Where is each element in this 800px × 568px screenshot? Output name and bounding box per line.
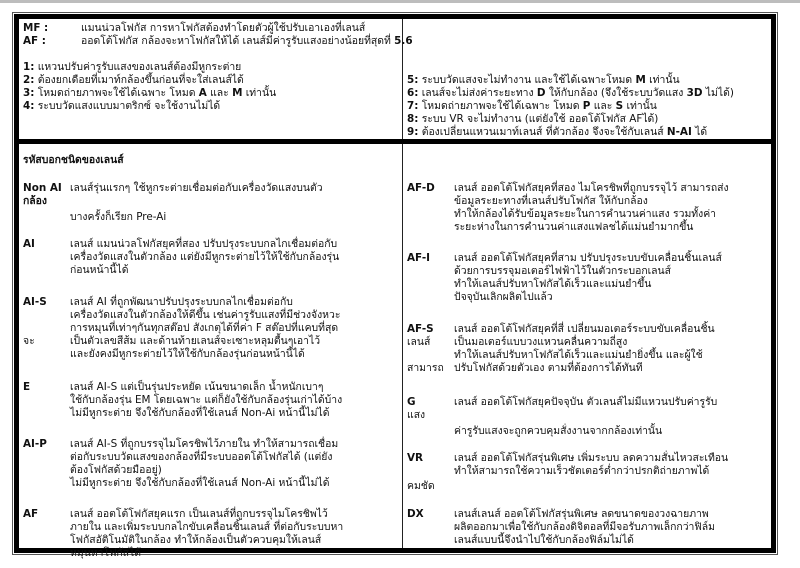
lens-desc-line: ผลิตออกมาเพื่อใช้กับกล้องดิจิตอลที่มีจอรับภาพเล็กกว่าฟิล์ม <box>454 521 715 533</box>
definition-af <box>23 35 413 48</box>
lens-desc-line: เลนส์ ออตโต้โฟกัสรุ่นพิเศษ เพิ่มระบบ ลดความสั่นไหวสะเทือน <box>454 452 729 464</box>
lens-desc-wrap: คมชัด <box>407 480 435 492</box>
definitions-block <box>23 22 413 48</box>
lens-desc-line: การหมุนที่เท่าๆกันทุกสต๊อป สังเกตุได้ที่ค่า F สต๊อปที่แคบที่สุด <box>70 322 339 334</box>
top-divider <box>0 0 800 3</box>
note-text: เท่านั้น <box>242 87 277 99</box>
lens-code: AF-D <box>407 182 435 194</box>
lens-desc-line: เลนส์ AI-S ที่ถูกบรรจุไมโครชิพไว้ภายใน ทำให้สามารถเชื่อม <box>70 438 339 450</box>
note-text: ระบบวัดแสงจะไม่ทำงาน และใช้ได้เฉพาะโหมด <box>418 74 636 86</box>
lens-desc-line: ไม่มีหูกระต่าย จึงใช้กับกล้องที่ใช้เลนส์ Non-Ai หน้านี้ไม่ได้ <box>70 477 330 489</box>
note-number: 6: <box>407 87 419 99</box>
lens-desc-line: หมุนหาโฟกัสได้ <box>70 547 142 559</box>
note-text: และ <box>590 100 616 112</box>
mode-a: A <box>198 87 207 99</box>
mode-s: S <box>615 100 624 112</box>
note-text: ระบบวัดแสงแบบมาตริกซ์ จะใช้งานไม่ได้ <box>34 100 221 112</box>
note-1 <box>23 61 276 74</box>
notes-right <box>407 74 734 139</box>
definition-mf <box>23 22 413 35</box>
lens-code: AI <box>23 238 35 250</box>
note-text: ต้องยกเดือยที่เมาท์กล้องขึ้นก่อนที่จะใส่เลนส์ได้ <box>34 74 244 86</box>
lens-types-right <box>403 144 776 553</box>
mode-m: M <box>232 87 243 99</box>
definition-text: ออดโต้โฟกัส กล้องจะหาโฟกัสให้ได้ เลนส์มีค่ารูรับแสงอย่างน้อยที่สุดที่ <box>81 35 395 47</box>
lens-desc-line: บางครั้งก็เรียก Pre-Ai <box>70 211 167 223</box>
definition-value: แมนน่วลโฟกัส การหาโฟกัสต้องทำโดยตัวผู้ใช้ปรับเอาเองที่เลนส์ <box>81 22 366 34</box>
note-text: ไม่ได้) <box>702 87 734 99</box>
lens-desc-wrap: แสง <box>407 409 426 421</box>
lens-desc-line: เป็นตัวเลขสีส้ม และด้านท้ายเลนส์จะเซาะหลุมตื้นๆเอาไว้ <box>70 335 321 347</box>
note-3 <box>23 87 276 100</box>
note-text: ได้ <box>691 126 708 138</box>
note-text: โหมดถ่ายภาพจะใช้ได้เฉพาะ โหมด <box>34 87 199 99</box>
lens-desc-line: ทำให้กล้องได้รับข้อมูลระยะในการคำนวนค่าแสง รวมทั้งค่า <box>454 208 717 220</box>
lens-desc-wrap: กล้อง <box>23 195 47 207</box>
lens-desc-line: เลนส์รุ่นแรกๆ ใช้หูกระต่ายเชื่อมต่อกับเครื่องวัดแสงบนตัว <box>70 182 323 194</box>
note-number: 9: <box>407 126 419 138</box>
note-text: เท่านั้น <box>623 100 657 112</box>
lens-desc-line: เลนส์ ออตโต้โฟกัสยุคที่สาม ปรับปรุงระบบขับเคลื่อนชิ้นเลนส์ <box>454 252 722 264</box>
lens-desc-line: เครื่องวัดแสงในตัวกล้อง แต่ยังมีหูกระต่ายไว้ให้ใช้กับกล้องรุ่น <box>70 251 340 263</box>
lens-code: DX <box>407 508 424 520</box>
note-number: 3: <box>23 87 35 99</box>
note-number: 8: <box>407 113 419 125</box>
lens-desc-line: ค่ารูรับแสงจะถูกควบคุมสั่งงานจากกล้องเท่านั้น <box>454 425 663 437</box>
note-2 <box>23 74 276 87</box>
lens-desc-line: ทำให้เลนส์ปรับหาโฟกัสได้เร็วและแม่นยำขึ้น <box>454 278 652 290</box>
lens-desc-wrap: สามารถ <box>407 362 444 374</box>
note-number: 5: <box>407 74 419 86</box>
lens-desc-line: ทำให้สามารถใช้ความเร็วชัตเตอร์ต่ำกว่าปรกติถ่ายภาพได้ <box>454 465 710 477</box>
note-number: 7: <box>407 100 419 112</box>
definition-key: AF : <box>23 35 46 47</box>
lens-desc-line: โฟกัสอัติโนมัติในกล้อง ทำให้กล้องเป็นตัวควบคุมให้เลนส์ <box>70 534 322 546</box>
lens-code: AF <box>23 508 39 520</box>
note-number: 2: <box>23 74 35 86</box>
note-9 <box>407 126 734 139</box>
lens-desc-line: เลนส์ ออตโต้โฟกัสยุคแรก เป็นเลนส์ที่ถูกบรรจุไมโครชิพไว้ <box>70 508 328 520</box>
note-8 <box>407 113 734 126</box>
mode-p: P <box>582 100 591 112</box>
lens-desc-line: ก่อนหน้านี้ได้ <box>70 264 129 276</box>
lens-desc-line: ภายใน และเพิ่มระบบกลไกขับเคลื่อนชิ้นเลนส์ ที่ต่อกับระบบหา <box>70 521 344 533</box>
note-number: 4: <box>23 100 35 112</box>
note-text: ต้องเปลี่ยนแหวนเมาท์เลนส์ ที่ตัวกล้อง จึงจะใช้กับเลนส์ <box>418 126 667 138</box>
lens-code: AF-S <box>407 323 434 335</box>
note-5 <box>407 74 734 87</box>
lens-desc-line: ข้อมูลระยะทางที่เลนส์ปรับโฟกัส ให้กับกล้อง <box>454 195 648 207</box>
mode-m: M <box>635 74 646 86</box>
lens-desc-line: ด้วยการบรรจุมอเตอร์ไฟฟ้าไว้ในตัวกระบอกเลนส์ <box>454 265 671 277</box>
lens-code: AI-P <box>23 438 47 450</box>
lens-desc-line: ไม่มีหูกระต่าย จึงใช้กับกล้องที่ใช้เลนส์ Non-Ai หน้านี้ไม่ได้ <box>70 407 330 419</box>
note-6 <box>407 87 734 100</box>
note-text: เท่านั้น <box>645 74 680 86</box>
lens-desc-line: ปรับโฟกัสด้วยตัวเอง ตามที่ต้องการได้ทันที <box>454 362 643 374</box>
lens-desc-line: ระยะห่างในการคำนวนค่าแสงแฟลชได้แม่นยำมากขึ้น <box>454 221 694 233</box>
lens-desc-line: ต้องโฟกัสด้วยมืออยู่) <box>70 464 162 476</box>
lens-desc-line: เลนส์ ออตโต้โฟกัสยุคที่สี่ เปลี่ยนมอเตอร์ระบบขับเคลื่อนชิ้น <box>454 323 715 335</box>
note-text: แหวนปรับค่ารูรับแสงของเลนส์ต้องมีหูกระต่าย <box>34 61 242 73</box>
note-number: 1: <box>23 61 35 73</box>
lens-code: E <box>23 381 31 393</box>
lens-desc-line: ทำให้เลนส์ปรับหาโฟกัสได้เร็วและแม่นยำยิ่งขึ้น และผู้ใช้ <box>454 349 703 361</box>
lens-desc-line: ใช้กับกล้องรุ่น EM โดยเฉพาะ แต่ก็ยังใช้กับกล้องรุ่นเก่าได้บ้าง <box>70 394 343 406</box>
lens-code-table <box>14 14 776 559</box>
lens-desc-line: ต่อกับระบบวัดแสงของกล้องที่มีระบบออตโต้โฟกัสได้ (แต่ยัง <box>70 451 333 463</box>
lens-desc-wrap: เลนส์ <box>407 336 431 348</box>
note-text: ให้กับกล้อง (จึงใช้ระบบวัดแสง <box>545 87 687 99</box>
lens-desc-line: เลนส์เลนส์ ออตโต้โฟกัสรุ่นพิเศษ ลดขนาดของวงฉายภาพ <box>454 508 709 520</box>
notes-left <box>23 61 276 113</box>
note-text: เลนส์จะไม่ส่งค่าระยะทาง <box>418 87 537 99</box>
note-7 <box>407 100 734 113</box>
distance-d: D <box>536 87 546 99</box>
lens-desc-line: เลนส์ ออตโต้โฟกัสยุคที่สอง ไมโครชิพที่ถูกบรรจุไว้ สามารถส่ง <box>454 182 729 194</box>
lens-desc-line: ปัจจุบันเลิกผลิตไปแล้ว <box>454 291 553 303</box>
note-4 <box>23 100 276 113</box>
lens-section-title: รหัสบอกชนิดของเลนส์ <box>23 154 124 166</box>
aperture-value: 5.6 <box>394 35 413 47</box>
lens-code: Non AI <box>23 182 62 194</box>
lens-code: AF-I <box>407 252 430 264</box>
lens-desc-line: เป็นมอเตอร์แบบวงแหวนคลื่นความถี่สูง <box>454 336 628 348</box>
lens-code: G <box>407 396 416 408</box>
lens-desc-line: และยังคงมีหูกระต่ายไว้ให้ใช้กับกล้องรุ่นก่อนหน้านี้ได้ <box>70 348 305 360</box>
lens-desc-line: เครื่องวัดแสงในตัวกล้องให้ดีขึ้น เช่นค่ารูรับแสงที่มีช่วงจังหวะ <box>70 309 341 321</box>
definition-value <box>81 35 413 48</box>
lens-desc-line: เลนส์ AI ที่ถูกพัฒนาปรับปรุงระบบกลไกเชื่อมต่อกับ <box>70 296 293 308</box>
lens-desc-line: เลนส์ แมนน่วลโฟกัสยุคที่สอง ปรับปรุงระบบกลไกเชื่อมต่อกับ <box>70 238 338 250</box>
mount-n-ai: N-AI <box>666 126 692 138</box>
lens-types-left <box>19 144 402 559</box>
lens-desc-line: เลนส์ ออตโต้โฟกัสยุคปัจจุบัน ตัวเลนส์ไม่มีแหวนปรับค่ารูรับ <box>454 396 718 408</box>
lens-desc-line: เลนส์ AI-S แต่เป็นรุ่นประหยัด เน้นขนาดเล็ก น้ำหนักเบาๆ <box>70 381 324 393</box>
lens-code: VR <box>407 452 424 464</box>
lens-desc-wrap: จะ <box>23 335 35 347</box>
note-text: ระบบ VR จะไม่ทำงาน (แต่ยังใช้ ออตโต้โฟกัส AFได้) <box>418 113 659 125</box>
metering-3d: 3D <box>686 87 703 99</box>
lens-code: AI-S <box>23 296 47 308</box>
lens-desc-line: เลนส์แบบนี้จึงนำไปใช้กับกล้องฟิล์มไม่ได้ <box>454 534 634 546</box>
note-text: โหมดถ่ายภาพจะใช้ได้เฉพาะ โหมด <box>418 100 583 112</box>
definition-key: MF : <box>23 22 49 34</box>
note-text: และ <box>206 87 233 99</box>
